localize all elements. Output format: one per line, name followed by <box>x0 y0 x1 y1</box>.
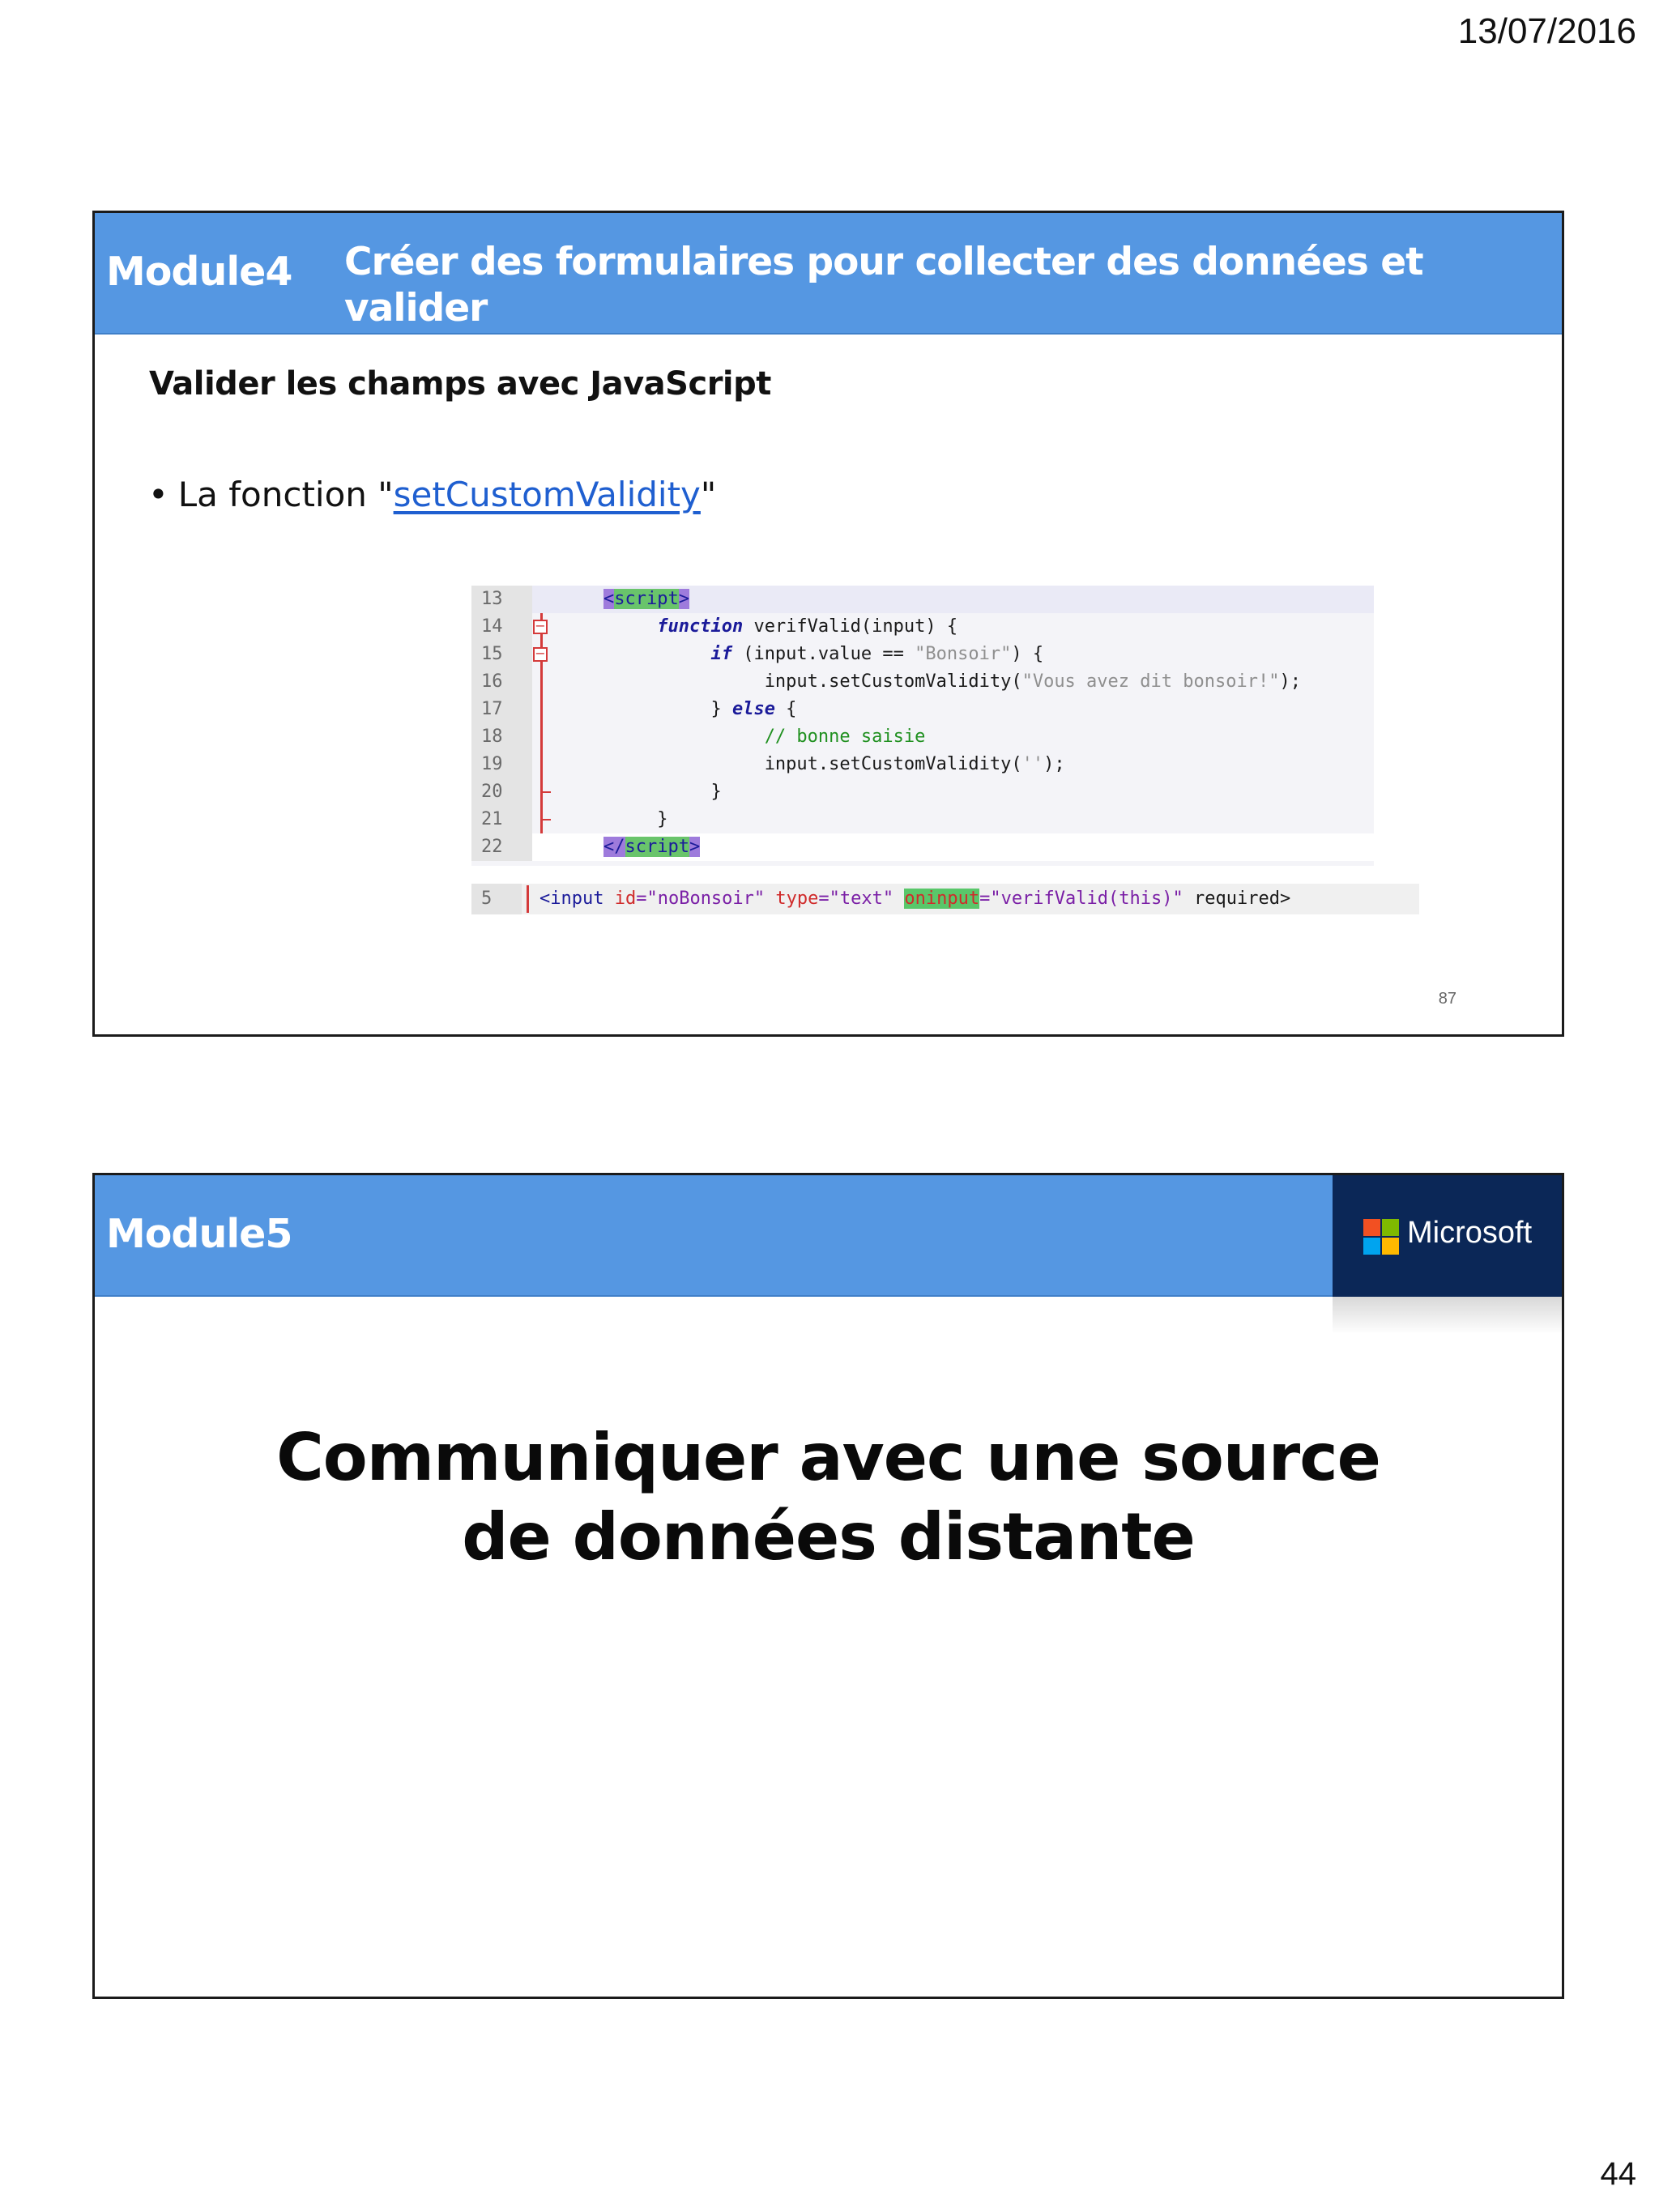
code-indent <box>603 809 657 829</box>
code-line-14 <box>471 613 1374 641</box>
code-indent <box>603 727 765 747</box>
bullet-dot: • <box>148 475 168 514</box>
code-line-19 <box>471 751 1374 778</box>
code-token: < <box>603 589 615 609</box>
code-token: input.setCustomValidity( <box>764 754 1022 774</box>
logo-shadow <box>1333 1297 1562 1334</box>
code-indent <box>603 616 657 637</box>
code-token: } <box>710 782 722 802</box>
code-token: > <box>678 589 689 609</box>
slide-87 <box>92 211 1564 1037</box>
code-token: } <box>710 699 732 719</box>
code-line-18 <box>471 723 1374 751</box>
code-line-17 <box>471 696 1374 723</box>
code-attr-highlight: oninput <box>904 889 980 909</box>
page-date: 13/07/2016 <box>1457 11 1636 51</box>
code-keyword: if <box>710 644 732 664</box>
code-token: <input <box>539 889 615 909</box>
slide-header <box>95 213 1562 377</box>
line-number: 15 <box>471 641 532 668</box>
code-token: } <box>657 809 668 829</box>
module-title <box>344 239 1551 377</box>
slide-heading <box>95 1418 1562 1577</box>
code-token: > <box>689 837 701 857</box>
code-attr: id <box>614 889 637 909</box>
line-number: 16 <box>471 668 532 696</box>
code-string: '' <box>1021 754 1044 774</box>
code-indent <box>603 644 710 664</box>
section-title: Valider les champs avec JavaScript <box>149 365 771 403</box>
code-line-16 <box>471 668 1374 696</box>
code-token: </ <box>603 837 625 857</box>
heading-line1: Communiquer avec une source <box>276 1420 1380 1495</box>
code-line-13 <box>471 586 1374 613</box>
module-title-line2: les entrées utilisateurs <box>344 332 823 377</box>
line-number: 14 <box>471 613 532 641</box>
code-line-15 <box>471 641 1374 668</box>
code-indent <box>603 782 710 802</box>
module-label: Module5 <box>106 1211 292 1257</box>
code-token: { <box>774 699 797 719</box>
code-token: ) { <box>1011 644 1044 664</box>
code-value: ="verifValid(this)" <box>979 889 1194 909</box>
line-number: 21 <box>471 806 532 833</box>
bullet-suffix: " <box>700 475 717 514</box>
code-indent <box>603 671 765 692</box>
microsoft-wordmark: Microsoft <box>1407 1216 1533 1250</box>
code-token: ); <box>1043 754 1065 774</box>
code-token: required> <box>1193 889 1291 909</box>
code-token: ); <box>1279 671 1301 692</box>
code-line-20 <box>471 778 1374 806</box>
code-line-22 <box>471 833 1374 861</box>
line-number: 20 <box>471 778 532 806</box>
bullet-item <box>148 475 716 514</box>
logo-square <box>1363 1238 1380 1255</box>
slide-module5 <box>92 1173 1564 1999</box>
line-number: 17 <box>471 696 532 723</box>
heading-line2: de données distante <box>462 1499 1195 1575</box>
fold-collapse-icon: − <box>533 620 548 634</box>
code-keyword: else <box>731 699 775 719</box>
line-number: 13 <box>471 586 532 613</box>
code-value: ="noBonsoir" <box>636 889 776 909</box>
code-token: (input.value == <box>731 644 915 664</box>
line-number: 22 <box>471 833 532 861</box>
change-marker <box>527 885 529 913</box>
code-attr: type <box>775 889 819 909</box>
microsoft-grid-icon <box>1363 1219 1399 1255</box>
module-label: Module4 <box>106 249 292 295</box>
code-token: input.setCustomValidity( <box>764 671 1022 692</box>
code-value: ="text" <box>818 889 905 909</box>
code-token: script <box>614 589 679 609</box>
logo-square <box>1382 1238 1399 1255</box>
code-screenshot <box>471 586 1374 866</box>
code-line-21 <box>471 806 1374 833</box>
code-token: script <box>625 837 689 857</box>
code-screenshot-input-line <box>471 884 1419 914</box>
code-token: verifValid(input) { <box>743 616 958 637</box>
line-number: 19 <box>471 751 532 778</box>
setcustomvalidity-link[interactable]: setCustomValidity <box>393 475 701 514</box>
slide-number: 87 <box>1438 990 1456 1008</box>
microsoft-logo <box>1333 1175 1562 1297</box>
page-number: 44 <box>1600 2156 1636 2192</box>
logo-square <box>1363 1219 1380 1236</box>
code-indent <box>603 754 765 774</box>
code-string: "Bonsoir" <box>915 644 1012 664</box>
logo-square <box>1382 1219 1399 1236</box>
module-title-line1: Créer des formulaires pour collecter des données et valider <box>344 240 1423 330</box>
code-keyword: function <box>657 616 744 637</box>
code-indent <box>603 699 710 719</box>
code-string: "Vous avez dit bonsoir!" <box>1021 671 1280 692</box>
fold-collapse-icon: − <box>533 647 548 662</box>
code-comment: // bonne saisie <box>764 727 926 747</box>
line-number: 18 <box>471 723 532 751</box>
line-number: 5 <box>471 884 522 914</box>
bullet-prefix: La fonction " <box>177 475 394 514</box>
